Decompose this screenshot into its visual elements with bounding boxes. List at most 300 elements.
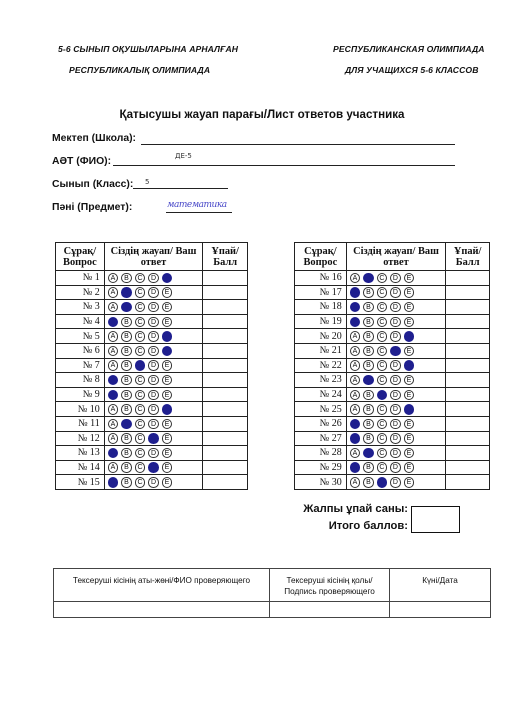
bubble-c[interactable]: C [377,419,388,430]
question-number: № 16 [295,271,347,286]
question-number: № 15 [56,475,105,490]
bubble-e[interactable]: E [162,462,173,473]
table-row [295,475,490,490]
answer-bubbles [346,387,446,402]
bubble-a[interactable]: A [350,404,361,415]
bubble-b[interactable]: B [121,287,132,298]
score-cell[interactable] [446,358,490,373]
bubble-d[interactable]: D [148,273,159,284]
table-row [56,358,248,373]
bubble-a[interactable]: A [350,346,361,357]
question-number: № 11 [56,416,105,431]
bubble-b[interactable]: B [363,462,374,473]
signature-cell-name[interactable] [54,602,270,617]
bubble-b[interactable]: B [121,477,132,488]
score-cell[interactable] [203,314,248,329]
score-cell[interactable] [446,271,490,286]
bubble-a[interactable]: A [350,390,361,401]
bubble-e[interactable]: E [404,462,415,473]
bubble-c[interactable]: C [135,302,146,313]
table-row [56,314,248,329]
bubble-c[interactable]: C [377,375,388,386]
bubble-b[interactable]: B [121,390,132,401]
bubble-d[interactable]: D [148,477,159,488]
bubble-d[interactable]: D [390,448,401,459]
question-number: № 26 [295,416,347,431]
answer-bubbles [346,431,446,446]
header-question: Сұрақ/ Вопрос [295,243,347,271]
table-row [56,285,248,300]
bubble-a[interactable]: A [350,433,361,444]
fio-field[interactable] [113,165,455,166]
bubble-e[interactable]: E [404,448,415,459]
bubble-e[interactable]: E [404,331,415,342]
bubble-c[interactable]: C [377,331,388,342]
table-row [56,416,248,431]
score-cell[interactable] [446,431,490,446]
bubble-c[interactable]: C [135,462,146,473]
bubble-c[interactable]: C [135,433,146,444]
signature-table [53,568,491,618]
bubble-a[interactable]: A [108,375,119,386]
score-cell[interactable] [446,387,490,402]
bubble-d[interactable]: D [148,302,159,313]
table-row [295,446,490,461]
score-cell[interactable] [203,343,248,358]
bubble-e[interactable]: E [404,346,415,357]
answer-bubbles [104,271,203,286]
table-row [56,446,248,461]
table-row [295,416,490,431]
bubble-e[interactable]: E [162,317,173,328]
bubble-e[interactable]: E [162,346,173,357]
bubble-b[interactable]: B [363,273,374,284]
bubble-a[interactable]: A [350,375,361,386]
bubble-b[interactable]: B [363,360,374,371]
bubble-e[interactable]: E [404,477,415,488]
bubble-c[interactable]: C [135,273,146,284]
bubble-d[interactable]: D [390,331,401,342]
question-number: № 2 [56,285,105,300]
bubble-d[interactable]: D [390,287,401,298]
table-row [295,300,490,315]
fio-value: ДЕ-5 [175,152,192,160]
bubble-a[interactable]: A [108,360,119,371]
score-cell[interactable] [446,460,490,475]
score-cell[interactable] [203,387,248,402]
bubble-b[interactable]: B [121,317,132,328]
bubble-d[interactable]: D [390,462,401,473]
bubble-e[interactable]: E [404,404,415,415]
bubble-d[interactable]: D [390,477,401,488]
bubble-b[interactable]: B [363,331,374,342]
bubble-b[interactable]: B [363,317,374,328]
question-number: № 10 [56,402,105,417]
bubble-e[interactable]: E [162,273,173,284]
score-cell[interactable] [446,300,490,315]
bubble-c[interactable]: C [135,448,146,459]
bubble-a[interactable]: A [108,273,119,284]
bubble-b[interactable]: B [363,404,374,415]
bubble-d[interactable]: D [390,419,401,430]
bubble-e[interactable]: E [404,287,415,298]
bubble-a[interactable]: A [108,404,119,415]
question-number: № 4 [56,314,105,329]
bubble-b[interactable]: B [121,404,132,415]
question-number: № 17 [295,285,347,300]
bubble-b[interactable]: B [121,360,132,371]
bubble-d[interactable]: D [148,390,159,401]
score-cell[interactable] [446,373,490,388]
bubble-e[interactable]: E [162,302,173,313]
bubble-d[interactable]: D [390,404,401,415]
table-row [56,475,248,490]
total-score-box[interactable] [411,506,460,533]
bubble-b[interactable]: B [121,419,132,430]
bubble-e[interactable]: E [404,375,415,386]
bubble-c[interactable]: C [377,273,388,284]
header-answer: Сіздің жауап/ Ваш ответ [104,243,203,271]
score-cell[interactable] [203,402,248,417]
answer-table-right [294,242,490,490]
bubble-c[interactable]: C [135,419,146,430]
header-kz-line1: 5-6 СЫНЫП ОҚУШЫЛАРЫНА АРНАЛҒАН [58,44,239,54]
signature-col-date: Күні/Дата [422,576,458,585]
bubble-b[interactable]: B [121,302,132,313]
bubble-d[interactable]: D [148,287,159,298]
question-number: № 5 [56,329,105,344]
bubble-b[interactable]: B [121,331,132,342]
answer-table-left [55,242,248,490]
signature-col-name: Тексеруші кісінің аты-жөні/ФИО проверяющего [54,569,270,601]
table-row [56,271,248,286]
question-number: № 23 [295,373,347,388]
answer-bubbles [346,416,446,431]
fio-label: АӘТ (ФИО): [52,156,112,167]
bubble-a[interactable]: A [108,419,119,430]
bubble-a[interactable]: A [350,273,361,284]
bubble-c[interactable]: C [135,331,146,342]
table-row [295,271,490,286]
score-cell[interactable] [446,475,490,490]
answer-bubbles [104,446,203,461]
question-number: № 19 [295,314,347,329]
question-number: № 3 [56,300,105,315]
table-row [295,460,490,475]
bubble-a[interactable]: A [108,317,119,328]
score-cell[interactable] [203,460,248,475]
score-cell[interactable] [203,358,248,373]
bubble-e[interactable]: E [162,375,173,386]
bubble-e[interactable]: E [162,477,173,488]
answer-bubbles [346,271,446,286]
bubble-d[interactable]: D [148,419,159,430]
bubble-c[interactable]: C [377,346,388,357]
table-row [56,343,248,358]
bubble-d[interactable]: D [390,375,401,386]
bubble-d[interactable]: D [390,390,401,401]
bubble-a[interactable]: A [350,317,361,328]
score-cell[interactable] [446,314,490,329]
answer-bubbles [346,460,446,475]
bubble-d[interactable]: D [148,331,159,342]
question-number: № 24 [295,387,347,402]
bubble-a[interactable]: A [108,462,119,473]
bubble-e[interactable]: E [162,404,173,415]
table-row [56,387,248,402]
answer-bubbles [104,373,203,388]
bubble-e[interactable]: E [404,302,415,313]
question-number: № 7 [56,358,105,373]
answer-bubbles [104,358,203,373]
question-number: № 21 [295,343,347,358]
total-label-kz: Жалпы ұпай саны: [303,503,408,515]
table-row [295,314,490,329]
table-row [295,329,490,344]
bubble-e[interactable]: E [162,433,173,444]
bubble-b[interactable]: B [121,462,132,473]
table-row [295,373,490,388]
bubble-b[interactable]: B [363,433,374,444]
bubble-d[interactable]: D [390,346,401,357]
bubble-d[interactable]: D [390,360,401,371]
bubble-e[interactable]: E [404,317,415,328]
bubble-b[interactable]: B [363,390,374,401]
bubble-d[interactable]: D [390,433,401,444]
bubble-a[interactable]: A [350,287,361,298]
question-number: № 1 [56,271,105,286]
answer-bubbles [104,300,203,315]
bubble-e[interactable]: E [162,419,173,430]
answer-bubbles [346,300,446,315]
score-cell[interactable] [446,329,490,344]
bubble-a[interactable]: A [108,390,119,401]
signature-cell-sign[interactable] [270,602,390,617]
bubble-c[interactable]: C [377,287,388,298]
bubble-b[interactable]: B [363,375,374,386]
bubble-c[interactable]: C [135,287,146,298]
bubble-e[interactable]: E [162,287,173,298]
bubble-e[interactable]: E [404,433,415,444]
question-number: № 20 [295,329,347,344]
score-cell[interactable] [203,416,248,431]
bubble-a[interactable]: A [108,287,119,298]
score-cell[interactable] [446,285,490,300]
bubble-c[interactable]: C [377,360,388,371]
school-label: Мектеп (Школа): [52,133,137,144]
class-field[interactable] [133,188,228,189]
bubble-a[interactable]: A [108,433,119,444]
subject-field[interactable] [166,212,232,213]
answer-bubbles [346,343,446,358]
bubble-b[interactable]: B [121,346,132,357]
bubble-a[interactable]: A [108,448,119,459]
bubble-a[interactable]: A [350,331,361,342]
signature-col-sign: Тексеруші кісінің қолы/ Подпись проверяющего [270,569,390,601]
bubble-e[interactable]: E [162,331,173,342]
bubble-c[interactable]: C [377,433,388,444]
table-row [295,387,490,402]
question-number: № 30 [295,475,347,490]
bubble-d[interactable]: D [390,317,401,328]
table-row [56,431,248,446]
bubble-d[interactable]: D [148,346,159,357]
bubble-d[interactable]: D [148,317,159,328]
header-answer: Сіздің жауап/ Ваш ответ [346,243,446,271]
bubble-b[interactable]: B [121,273,132,284]
bubble-b[interactable]: B [363,448,374,459]
score-cell[interactable] [203,475,248,490]
answer-bubbles [346,285,446,300]
score-cell[interactable] [446,343,490,358]
question-number: № 13 [56,446,105,461]
header-ru-line2: ДЛЯ УЧАЩИХСЯ 5-6 КЛАССОВ [345,65,479,75]
bubble-e[interactable]: E [162,360,173,371]
question-number: № 8 [56,373,105,388]
bubble-e[interactable]: E [404,273,415,284]
subject-value: математика [167,200,227,210]
bubble-e[interactable]: E [404,390,415,401]
page-title: Қатысушы жауап парағы/Лист ответов участника [119,108,405,121]
answer-bubbles [104,343,203,358]
bubble-a[interactable]: A [350,360,361,371]
school-field[interactable] [141,144,455,145]
table-row [56,373,248,388]
answer-bubbles [346,314,446,329]
answer-bubbles [104,431,203,446]
bubble-c[interactable]: C [377,477,388,488]
question-number: № 27 [295,431,347,446]
question-number: № 29 [295,460,347,475]
score-cell[interactable] [203,285,248,300]
answer-bubbles [346,358,446,373]
answer-bubbles [346,402,446,417]
table-row [56,300,248,315]
answer-bubbles [104,475,203,490]
bubble-c[interactable]: C [377,448,388,459]
answer-bubbles [104,460,203,475]
header-score: Ұпай/ Балл [446,243,490,271]
table-row [56,460,248,475]
answer-bubbles [104,387,203,402]
bubble-c[interactable]: C [135,360,146,371]
bubble-b[interactable]: B [121,375,132,386]
question-number: № 6 [56,343,105,358]
bubble-a[interactable]: A [108,346,119,357]
bubble-e[interactable]: E [404,360,415,371]
bubble-b[interactable]: B [363,287,374,298]
bubble-e[interactable]: E [162,448,173,459]
question-number: № 22 [295,358,347,373]
bubble-d[interactable]: D [148,404,159,415]
table-row [56,402,248,417]
bubble-c[interactable]: C [377,404,388,415]
bubble-a[interactable]: A [350,302,361,313]
answer-bubbles [104,416,203,431]
bubble-c[interactable]: C [377,302,388,313]
bubble-c[interactable]: C [377,390,388,401]
bubble-d[interactable]: D [390,273,401,284]
class-label: Сынып (Класс): [52,179,134,190]
score-cell[interactable] [446,402,490,417]
score-cell[interactable] [203,446,248,461]
bubble-b[interactable]: B [363,477,374,488]
signature-cell-date[interactable] [390,602,490,617]
answer-bubbles [104,285,203,300]
bubble-c[interactable]: C [135,404,146,415]
answer-bubbles [346,475,446,490]
bubble-b[interactable]: B [363,346,374,357]
question-number: № 12 [56,431,105,446]
bubble-d[interactable]: D [148,375,159,386]
table-row [295,343,490,358]
table-row [56,329,248,344]
bubble-c[interactable]: C [135,390,146,401]
bubble-a[interactable]: A [108,477,119,488]
bubble-c[interactable]: C [135,477,146,488]
score-cell[interactable] [446,446,490,461]
question-number: № 18 [295,300,347,315]
bubble-a[interactable]: A [350,448,361,459]
bubble-b[interactable]: B [363,302,374,313]
table-row [295,285,490,300]
table-row [295,358,490,373]
bubble-a[interactable]: A [108,331,119,342]
bubble-a[interactable]: A [108,302,119,313]
answer-bubbles [346,329,446,344]
bubble-c[interactable]: C [135,375,146,386]
bubble-c[interactable]: C [135,346,146,357]
score-cell[interactable] [203,373,248,388]
score-cell[interactable] [446,416,490,431]
bubble-a[interactable]: A [350,419,361,430]
bubble-d[interactable]: D [148,448,159,459]
header-score: Ұпай/ Балл [203,243,248,271]
bubble-b[interactable]: B [363,419,374,430]
bubble-e[interactable]: E [404,419,415,430]
answer-bubbles [346,446,446,461]
subject-label: Пәні (Предмет): [52,202,133,213]
header-ru-line1: РЕСПУБЛИКАНСКАЯ ОЛИМПИАДА [333,44,485,54]
bubble-c[interactable]: C [135,317,146,328]
table-row [295,402,490,417]
question-number: № 14 [56,460,105,475]
bubble-d[interactable]: D [148,360,159,371]
question-number: № 28 [295,446,347,461]
answer-bubbles [104,314,203,329]
score-cell[interactable] [203,300,248,315]
answer-bubbles [346,373,446,388]
answer-bubbles [104,329,203,344]
question-number: № 25 [295,402,347,417]
question-number: № 9 [56,387,105,402]
header-question: Сұрақ/ Вопрос [56,243,105,271]
bubble-a[interactable]: A [350,462,361,473]
bubble-e[interactable]: E [162,390,173,401]
bubble-c[interactable]: C [377,462,388,473]
score-cell[interactable] [203,431,248,446]
class-value: 5 [145,178,150,186]
bubble-a[interactable]: A [350,477,361,488]
bubble-d[interactable]: D [148,462,159,473]
score-cell[interactable] [203,271,248,286]
score-cell[interactable] [203,329,248,344]
bubble-d[interactable]: D [148,433,159,444]
bubble-c[interactable]: C [377,317,388,328]
bubble-b[interactable]: B [121,433,132,444]
bubble-b[interactable]: B [121,448,132,459]
bubble-d[interactable]: D [390,302,401,313]
